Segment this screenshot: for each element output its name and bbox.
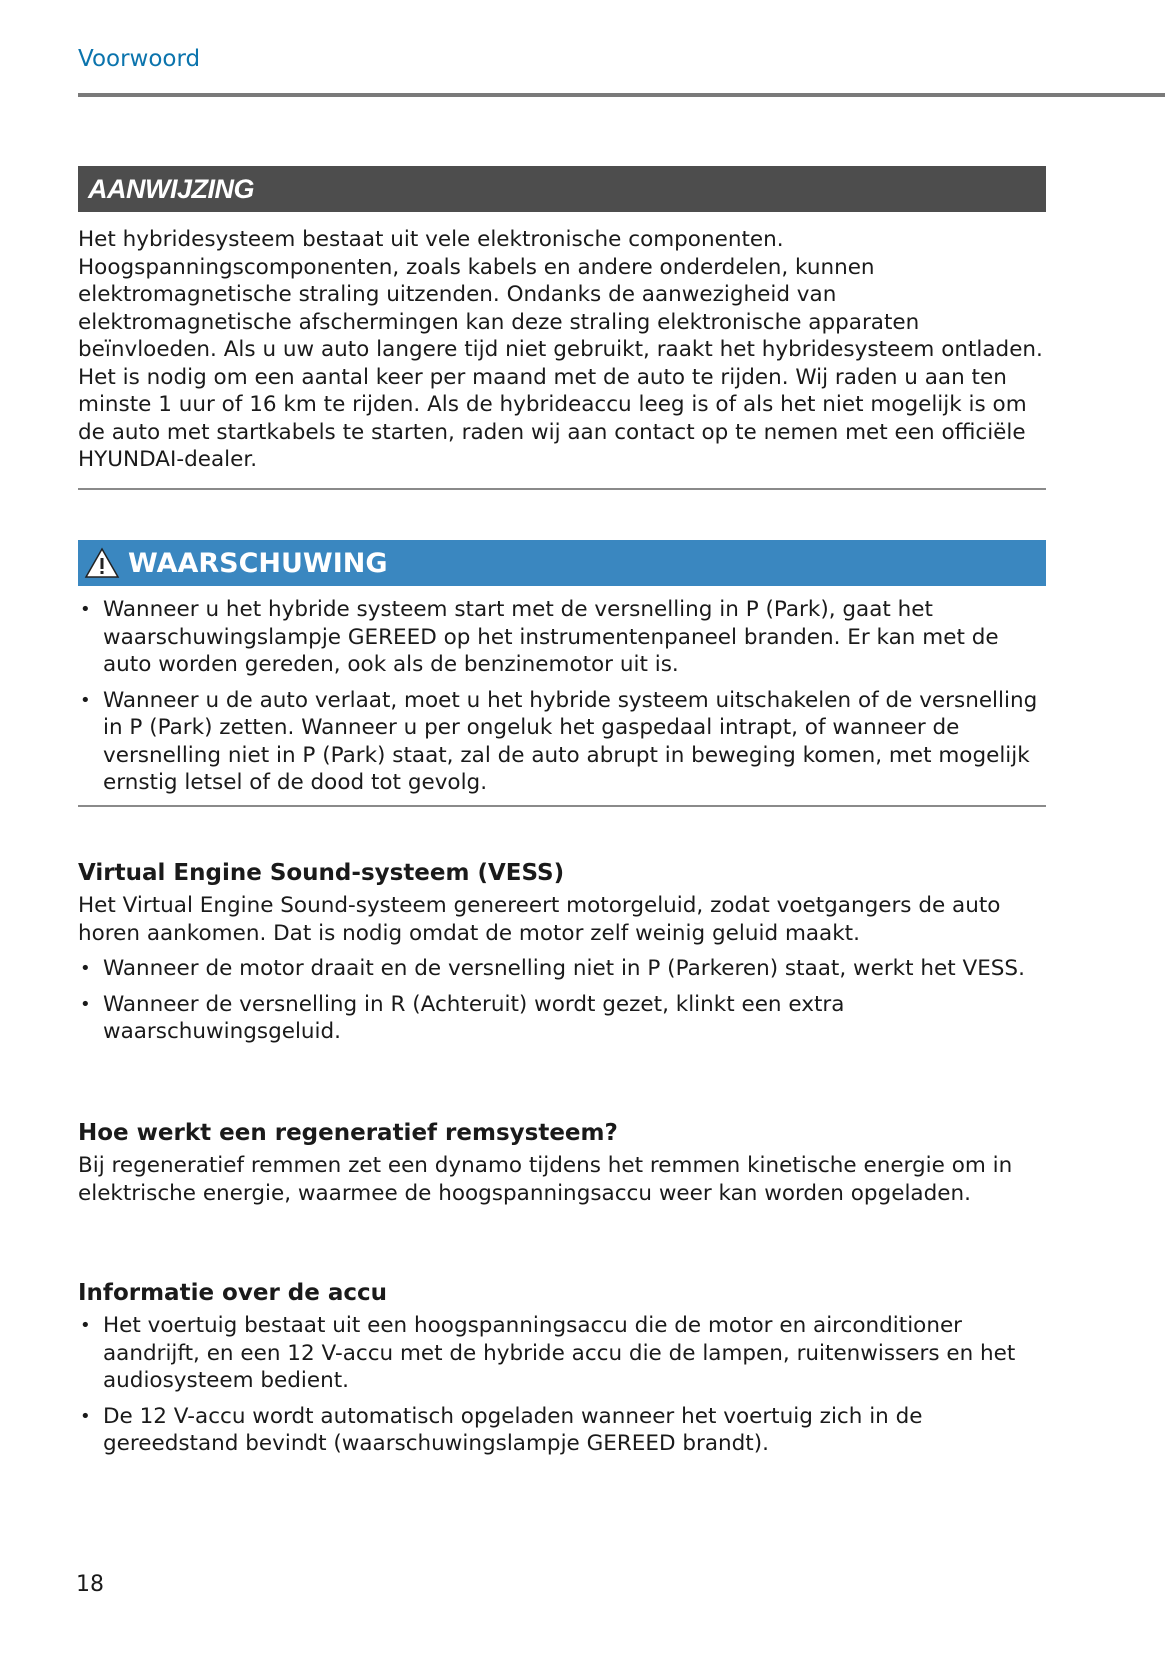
warning-banner [78,540,1046,586]
list-item: • Wanneer u de auto verlaat, moet u het hybride systeem uitschakelen of de versnelling in P (Park) zetten. Wanneer u per ongeluk het gaspedaal intrapt, of wanneer de versnelling niet in P (Park) staat, zal de auto abrupt in beweging komen, met mogelijk ernstig letsel of de dood tot gevolg. [78,687,1046,797]
note-body: Het hybridesysteem bestaat uit vele elektronische componenten. Hoogspanningscomponenten, zoals kabels en andere onderdelen, kunnen elektromagnetische straling uitzenden. Ondanks de aanwezigheid van elektromagnetische afschermingen kan deze straling elektronische apparaten beïnvloeden. Als u uw auto langere tijd niet gebruikt, raakt het hybridesysteem ontladen. Het is nodig om een aantal keer per maand met de auto te rijden. Wij raden u aan ten minste 1 uur of 16 km te rijden. Als de hybrideaccu leeg is of als het niet mogelijk is om de auto met startkabels te starten, raden wij aan contact op te nemen met een officiële HYUNDAI-dealer. [78,227,1043,472]
vess-heading: Virtual Engine Sound-systeem (VESS) [78,860,565,886]
battery-list [78,1312,1046,1458]
battery-section [78,1278,1046,1466]
warning-list [78,596,1046,797]
note-box [78,166,1046,490]
warning-divider [78,805,1046,807]
warning-title: WAARSCHUWING [128,547,388,579]
vess-intro: Het Virtual Engine Sound-systeem genereert motorgeluid, zodat voetgangers de auto horen aankomen. Dat is nodig omdat de motor zelf weinig geluid maakt. [78,893,1001,946]
regen-body: Bij regeneratief remmen zet een dynamo tijdens het remmen kinetische energie om in elektrische energie, waarmee de hoogspanningsaccu weer kan worden opgeladen. [78,1153,1013,1206]
header-divider [78,93,1165,97]
note-divider [78,488,1046,490]
note-title: AANWIJZING [88,173,254,204]
list-item: • Wanneer de versnelling in R (Achteruit) wordt gezet, klinkt een extra waarschuwingsgeluid. [78,991,1046,1046]
regen-section [78,1118,1046,1207]
list-item: • Wanneer u het hybride systeem start met de versnelling in P (Park), gaat het waarschuwingslampje GEREED op het instrumentenpaneel branden. Er kan met de auto worden gereden, ook als de benzinemotor uit is. [78,596,1046,679]
note-banner [78,166,1046,212]
list-item: • Het voertuig bestaat uit een hoogspanningsaccu die de motor en airconditioner aandrijft, en een 12 V-accu met de hybride accu die de lampen, ruitenwissers en het audiosysteem bedient. [78,1312,1046,1395]
page-number: 18 [76,1572,104,1597]
regen-heading: Hoe werkt een regeneratief remsysteem? [78,1120,618,1146]
vess-section [78,858,1046,1054]
battery-heading: Informatie over de accu [78,1280,388,1306]
list-item: • Wanneer de motor draait en de versnelling niet in P (Parkeren) staat, werkt het VESS. [78,955,1046,983]
section-title: Voorwoord [78,46,201,72]
warning-triangle-icon [84,547,120,579]
list-item: • De 12 V-accu wordt automatisch opgeladen wanneer het voertuig zich in de gereedstand bevindt (waarschuwingslampje GEREED brandt). [78,1403,1046,1458]
warning-box [78,540,1046,807]
vess-list [78,955,1046,1046]
